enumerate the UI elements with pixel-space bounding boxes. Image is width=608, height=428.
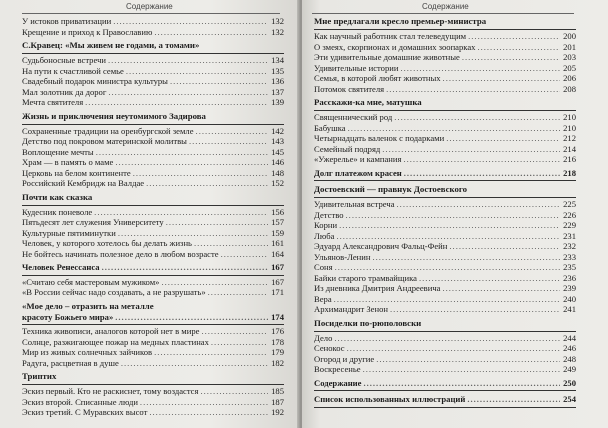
toc-entry [314, 304, 576, 315]
dot-leader [161, 277, 268, 288]
toc-entry-title: Человек Ренессанса [22, 262, 100, 272]
dot-leader [442, 283, 560, 294]
toc-page-number: 218 [563, 167, 576, 178]
toc-entry-title: Российский Кембридж на Валдае [22, 178, 145, 188]
toc-entry [22, 97, 284, 108]
toc-section-title: Посиделки по-рюполовски [314, 317, 422, 328]
toc-page-number: 161 [271, 238, 284, 248]
toc-page-number: 185 [271, 386, 284, 396]
toc-entry-title: На пути к счастливой семье [22, 65, 124, 76]
toc-entry [314, 31, 576, 42]
section-rule [314, 331, 576, 332]
dot-leader [449, 241, 560, 252]
dot-leader [208, 287, 268, 298]
toc-section-title: Мне предлагали кресло премьер-министра [314, 16, 487, 26]
header-rule [22, 13, 280, 14]
toc-section-title: Расскажи-ка мне, матушка [314, 97, 422, 107]
toc-entry [314, 220, 576, 231]
toc-entry-title: Соня [314, 262, 333, 272]
toc-entry-title: Эти удивительные домашние животные [314, 52, 460, 62]
toc-entry [22, 326, 284, 337]
dot-leader [394, 112, 560, 123]
dot-leader [372, 252, 560, 263]
toc-page-number: 179 [271, 347, 284, 357]
toc-entry-title: Из дневника Дмитрия Андреевича [314, 283, 441, 293]
toc-entry [22, 347, 284, 358]
toc-entry [22, 16, 284, 27]
toc-entry [314, 294, 576, 305]
toc-entry [314, 273, 576, 284]
toc-page-number: 152 [271, 178, 284, 188]
toc-entry [314, 123, 576, 134]
dot-leader [363, 364, 560, 375]
toc-page-number: 201 [563, 41, 576, 52]
dot-leader [149, 407, 268, 418]
toc-page-number: 216 [563, 154, 576, 164]
toc-entry [314, 283, 576, 294]
toc-entry [22, 337, 284, 348]
toc-page-number: 192 [271, 407, 284, 417]
toc-entry [22, 136, 284, 147]
section-rule [314, 407, 576, 408]
toc-entry-title: Человек, у которого хотелось бы делать жизнь [22, 238, 192, 248]
toc-entry-title: Воплощение мечты [22, 146, 94, 157]
toc-page-number: 240 [563, 293, 576, 304]
dot-leader [194, 238, 268, 249]
running-head: Содержание [422, 2, 469, 11]
toc-entry [22, 277, 284, 288]
toc-page-number: 246 [563, 343, 576, 353]
dot-leader [96, 147, 268, 158]
dot-leader [467, 394, 560, 405]
dot-leader [85, 97, 268, 108]
left-page [0, 0, 300, 428]
toc-entry [314, 354, 576, 365]
toc-entry-title: Сенокос [314, 343, 345, 353]
toc-entry [22, 249, 284, 260]
toc-page-number: 145 [271, 146, 284, 157]
toc-page-number: 136 [271, 76, 284, 86]
toc-section-title: Достоевский — правнук Достоевского [314, 184, 468, 194]
toc-entry-title: Храм — в память о маме [22, 157, 114, 167]
toc-page-number: 212 [563, 133, 576, 143]
toc-page-number: 229 [563, 220, 576, 230]
dot-leader [346, 210, 560, 221]
toc-page-number: 236 [563, 272, 576, 283]
toc-entry [22, 386, 284, 397]
toc-entry-title: Пятьдесят лет служения Университету [22, 217, 164, 227]
dot-leader [404, 168, 560, 179]
dot-leader [170, 76, 268, 87]
toc-entry-title: Не бойтесь начинать полезное дело в любом возрасте [22, 248, 219, 259]
toc-entry [22, 147, 284, 158]
toc-entry [22, 126, 284, 137]
toc-page-number: 249 [563, 364, 576, 374]
toc-entry-title: Мал золотник да дорог [22, 86, 107, 97]
toc-entry [314, 252, 576, 263]
toc-entry [314, 52, 576, 63]
dot-leader [115, 157, 268, 168]
toc-entry [314, 63, 576, 74]
toc-page-number: 132 [271, 26, 284, 37]
toc-section-row [314, 394, 576, 405]
section-rule [22, 205, 284, 206]
toc-entry [22, 76, 284, 87]
toc-entry [314, 364, 576, 375]
toc-page-number: 248 [563, 353, 576, 364]
dot-leader [94, 207, 268, 218]
toc-page-number: 241 [563, 304, 576, 314]
toc-page-number: 174 [271, 311, 284, 322]
section-rule [22, 324, 284, 325]
toc-page-number: 231 [563, 230, 576, 241]
toc-entry-title: Судьбоносные встречи [22, 55, 106, 65]
toc-entry-title: Сохраненные традиции на оренбургской земле [22, 125, 194, 136]
dot-leader [403, 154, 560, 165]
toc-entry-title: О змеях, скорпионах и домашних зоопарках [314, 41, 476, 52]
dot-leader [102, 262, 268, 273]
toc-entry [314, 73, 576, 84]
toc-entry [314, 133, 576, 144]
toc-entry-title: Крещение и приход к Православию [22, 26, 153, 37]
toc-entry-title: Потомок святителя [314, 83, 385, 94]
toc-entry [22, 287, 284, 298]
dot-leader [189, 136, 268, 147]
toc-entry [314, 333, 576, 344]
dot-leader [334, 294, 560, 305]
toc-page-number: 254 [563, 394, 576, 404]
section-rule [22, 53, 284, 54]
dot-leader [166, 217, 268, 228]
toc-entry [314, 343, 576, 354]
dot-leader [211, 337, 268, 348]
toc-section-title: «Мое дело – отразить на металле [22, 300, 154, 311]
toc-entry-title: У истоков приватизации [22, 16, 112, 26]
section-rule [22, 124, 284, 125]
toc-entry [22, 168, 284, 179]
toc-entry-title: Удивительная встреча [314, 199, 395, 209]
toc-section-title: Триптих [22, 371, 57, 381]
dot-leader [339, 220, 560, 231]
dot-leader [140, 397, 268, 408]
toc-entry [314, 241, 576, 252]
dot-leader [154, 347, 268, 358]
toc-page-number: 235 [563, 262, 576, 272]
toc-section-row [314, 378, 576, 389]
toc-section-title: Почти как сказка [22, 191, 93, 202]
toc-page-number: 134 [271, 55, 284, 65]
toc-entry-title: Кудесник поневоле [22, 206, 93, 217]
toc-entry-title: Воскресенье [314, 364, 361, 374]
dot-leader [121, 358, 268, 369]
section-rule [314, 390, 576, 391]
header-rule [312, 13, 574, 14]
toc-entry-title: Мир из живых солнечных зайчиков [22, 347, 153, 357]
toc-entry [22, 407, 284, 418]
dot-leader [221, 249, 268, 260]
toc-entry-title: Корни [314, 220, 338, 230]
toc-entry-title: Содержание [314, 377, 362, 388]
toc-entry-title: Церковь на белом континенте [22, 167, 131, 178]
toc-page-number: 233 [563, 251, 576, 262]
dot-leader [200, 386, 268, 397]
toc-entry-title: Огород и другие [314, 353, 375, 364]
toc-entry-title: «Считаю себя мастеровым мужиком» [22, 276, 160, 287]
section-rule [314, 110, 576, 111]
toc-page-number: 139 [271, 97, 284, 107]
dot-leader [390, 304, 560, 315]
toc-entry-title: Вера [314, 293, 332, 304]
toc-entry-title: Долг платежом красен [314, 167, 402, 178]
right-page [302, 0, 608, 428]
dot-leader [115, 312, 268, 323]
toc-entry-title: Эскиз третий. С Муравских высот [22, 407, 148, 417]
toc-page-number: 210 [563, 122, 576, 133]
toc-section-title: С.Кравец: «Мы живем не годами, а томами» [22, 40, 200, 50]
toc-page-number: 225 [563, 199, 576, 209]
toc-entry-title: «В России сейчас надо создавать, а не разрушать» [22, 287, 206, 297]
toc-entry [314, 112, 576, 123]
toc-entry-title: Бабушка [314, 122, 346, 133]
toc-entry [22, 358, 284, 369]
toc-entry [314, 42, 576, 53]
dot-leader [443, 73, 560, 84]
toc-page-number: 167 [271, 262, 284, 272]
toc-page-number: 214 [563, 143, 576, 154]
toc-entry [314, 154, 576, 165]
dot-leader [419, 273, 560, 284]
toc-entry [314, 84, 576, 95]
toc-page-number: 135 [271, 65, 284, 76]
toc-entry [22, 207, 284, 218]
toc-page-number: 143 [271, 136, 284, 146]
toc-entry-title: Эскиз второй. Списанные люди [22, 396, 138, 407]
dot-leader [468, 31, 560, 42]
toc-entry [314, 199, 576, 210]
toc-entry-title: Свадебный подарок министра культуры [22, 76, 168, 86]
section-rule [314, 197, 576, 198]
dot-leader [348, 123, 560, 134]
toc-entry-title: Семья, в которой любят животных [314, 73, 441, 83]
toc-page-number: 205 [563, 62, 576, 73]
toc-page-number: 157 [271, 217, 284, 227]
toc-page-number: 239 [563, 283, 576, 293]
toc-entry [22, 27, 284, 38]
toc-entry-title: Священнический род [314, 112, 393, 122]
toc-page-number: 159 [271, 227, 284, 238]
toc-section-row [22, 262, 284, 273]
toc-entry [314, 210, 576, 221]
toc-left [22, 16, 284, 418]
dot-leader [201, 326, 268, 337]
toc-page-number: 148 [271, 167, 284, 178]
toc-page-number: 232 [563, 241, 576, 251]
toc-page-number: 137 [271, 86, 284, 97]
dot-leader [335, 262, 560, 273]
toc-entry-title: Солнце, разжигающее пожар на медных пластинах [22, 336, 209, 347]
toc-page-number: 187 [271, 396, 284, 407]
toc-entry-title: Семейный подряд [314, 143, 381, 154]
toc-entry-title: Как научный работник стал телеведущим [314, 31, 467, 41]
toc-page-number: 226 [563, 209, 576, 220]
dot-leader [477, 42, 560, 53]
dot-leader [382, 144, 560, 155]
toc-entry-title: Детство под покровом материнской молитвы [22, 136, 187, 146]
toc-entry [22, 238, 284, 249]
toc-entry [22, 87, 284, 98]
toc-section-row [22, 312, 284, 323]
dot-leader [336, 231, 560, 242]
toc-entry [22, 157, 284, 168]
dot-leader [397, 199, 560, 210]
toc-entry-title: Эдуард Александрович Фальц-Фейн [314, 241, 448, 251]
dot-leader [196, 126, 268, 137]
toc-page-number: 176 [271, 326, 284, 336]
dot-leader [118, 228, 268, 239]
toc-entry-title: Техника живописи, аналогов которой нет в мире [22, 326, 200, 336]
toc-section-title: Жизнь и приключения неутомимого Задирова [22, 110, 206, 121]
section-rule [314, 180, 576, 181]
toc-page-number: 178 [271, 336, 284, 347]
toc-entry-title: Байки старого трамвайщика [314, 272, 417, 283]
toc-entry-title: Люба [314, 230, 335, 241]
toc-page-number: 206 [563, 73, 576, 83]
toc-page-number: 142 [271, 125, 284, 136]
toc-entry-title: Детство [314, 209, 344, 220]
toc-page-number: 208 [563, 83, 576, 94]
dot-leader [334, 333, 560, 344]
dot-leader [347, 343, 560, 354]
section-rule [22, 384, 284, 385]
toc-page-number: 244 [563, 332, 576, 343]
toc-page-number: 171 [271, 287, 284, 297]
dot-leader [400, 63, 560, 74]
toc-entry-title: Ульянов-Ленин [314, 251, 371, 262]
dot-leader [113, 16, 268, 27]
toc-page-number: 146 [271, 157, 284, 167]
toc-entry-title: «Ужерелье» и кампания [314, 154, 402, 164]
toc-entry-title: Архимандрит Зенон [314, 304, 388, 314]
section-rule [314, 29, 576, 30]
toc-page-number: 132 [271, 16, 284, 26]
toc-entry [22, 178, 284, 189]
toc-entry-title: Культурные пятиминутки [22, 227, 116, 238]
dot-leader [446, 133, 560, 144]
toc-page-number: 200 [563, 31, 576, 41]
toc-entry-title: Удивительные истории [314, 62, 399, 73]
dot-leader [126, 66, 268, 77]
dot-leader [386, 84, 560, 95]
toc-entry [314, 144, 576, 155]
toc-entry [22, 397, 284, 408]
toc-page-number: 250 [563, 377, 576, 388]
toc-entry-title: Дело [314, 332, 333, 343]
toc-entry [314, 262, 576, 273]
toc-page-number: 203 [563, 52, 576, 62]
toc-right [314, 16, 576, 409]
toc-entry-title: Мечта святителя [22, 97, 84, 107]
toc-entry [314, 231, 576, 242]
toc-entry-title: Радуга, расцветная в душе [22, 357, 119, 368]
section-rule [22, 275, 284, 276]
toc-entry [22, 55, 284, 66]
dot-leader [363, 378, 560, 389]
toc-entry-title: Эскиз первый. Кто не раскиснет, тому воздастся [22, 386, 199, 396]
toc-entry-title: Список использованных иллюстраций [314, 394, 466, 404]
toc-page-number: 182 [271, 357, 284, 368]
dot-leader [108, 55, 268, 66]
dot-leader [376, 354, 560, 365]
dot-leader [133, 168, 268, 179]
toc-entry [22, 217, 284, 228]
toc-section-row [314, 168, 576, 179]
toc-page-number: 167 [271, 276, 284, 287]
toc-entry [22, 66, 284, 77]
dot-leader [146, 178, 268, 189]
toc-entry-title: красоту Божьего мира» [22, 311, 114, 322]
dot-leader [154, 27, 268, 38]
toc-entry [22, 228, 284, 239]
dot-leader [108, 87, 268, 98]
toc-page-number: 210 [563, 112, 576, 122]
dot-leader [462, 52, 560, 63]
toc-page-number: 156 [271, 206, 284, 217]
toc-entry-title: Четырнадцать валенок с подарками [314, 133, 445, 143]
toc-page-number: 164 [271, 248, 284, 259]
running-head: Содержание [126, 2, 173, 11]
